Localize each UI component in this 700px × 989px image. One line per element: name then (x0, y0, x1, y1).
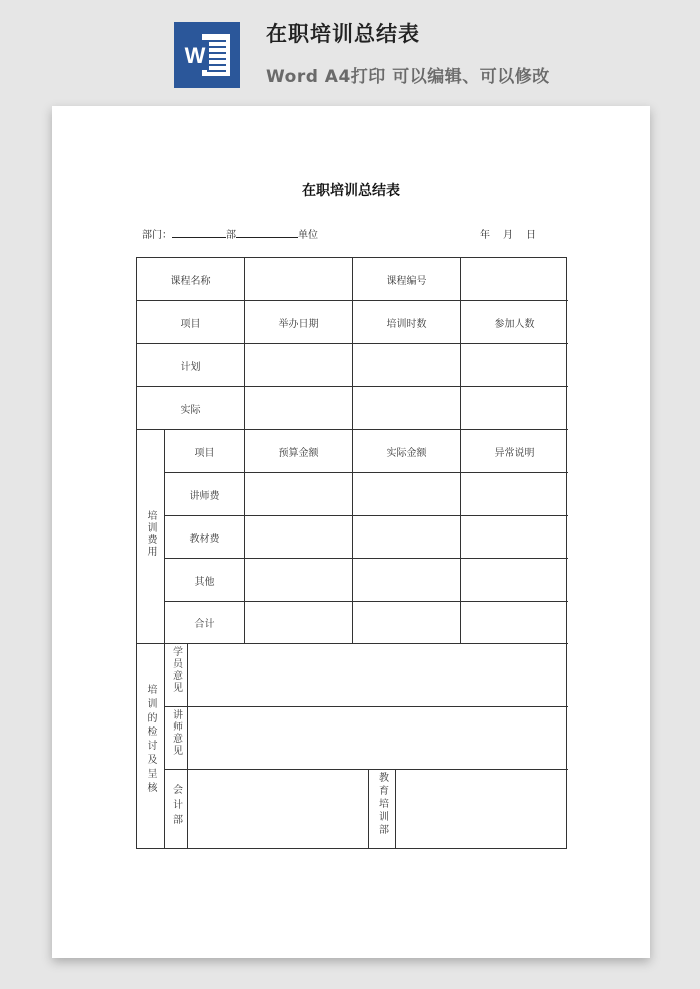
accounting-dept-field[interactable] (188, 770, 369, 848)
total-actual-field[interactable] (353, 602, 461, 644)
lecturer-opinion-label (165, 707, 188, 770)
trainee-opinion-label (165, 644, 188, 707)
department-line (142, 226, 318, 241)
lecturer-opinion-text: 讲师意见 (170, 709, 182, 757)
word-icon-letter: W (184, 43, 206, 68)
document-page (52, 106, 650, 958)
lecturer-opinion-field[interactable] (188, 707, 568, 770)
materials-budget-field[interactable] (245, 516, 353, 559)
day-label: 日 (526, 230, 536, 241)
cost-header-note: 异常说明 (461, 430, 568, 473)
dept-mid-label: 部 (226, 230, 236, 241)
section-blank[interactable] (236, 228, 298, 238)
cost-header-actual: 实际金额 (353, 430, 461, 473)
training-summary-form (136, 257, 567, 849)
cost-item-other: 其他 (165, 559, 245, 602)
plan-label: 计划 (137, 344, 245, 387)
plan-hours-field[interactable] (353, 344, 461, 387)
course-name-label: 课程名称 (137, 258, 245, 301)
materials-note-field[interactable] (461, 516, 568, 559)
dept-unit-label: 单位 (298, 230, 318, 241)
actual-date-field[interactable] (245, 387, 353, 430)
cost-header-item: 项目 (165, 430, 245, 473)
course-no-field[interactable] (461, 258, 568, 301)
cost-section-label (137, 430, 165, 644)
course-name-field[interactable] (245, 258, 353, 301)
education-dept-text: 教育培训部 (376, 772, 388, 837)
actual-participants-field[interactable] (461, 387, 568, 430)
education-dept-label (369, 770, 396, 848)
cost-item-total: 合计 (165, 602, 245, 644)
header-subtitle: Word A4打印 可以编辑、可以修改 (266, 67, 550, 87)
materials-actual-field[interactable] (353, 516, 461, 559)
lecturer-budget-field[interactable] (245, 473, 353, 516)
trainee-opinion-text: 学员意见 (170, 646, 182, 694)
date-line (480, 226, 549, 241)
header-participants: 参加人数 (461, 301, 568, 344)
total-budget-field[interactable] (245, 602, 353, 644)
header-item: 项目 (137, 301, 245, 344)
total-note-field[interactable] (461, 602, 568, 644)
month-label: 月 (503, 230, 513, 241)
header-title: 在职培训总结表 (266, 22, 420, 46)
lecturer-actual-field[interactable] (353, 473, 461, 516)
cost-item-materials: 教材费 (165, 516, 245, 559)
plan-date-field[interactable] (245, 344, 353, 387)
trainee-opinion-field[interactable] (188, 644, 568, 707)
cost-item-lecturer: 讲师费 (165, 473, 245, 516)
word-document-icon (174, 22, 240, 88)
header-date: 举办日期 (245, 301, 353, 344)
accounting-dept-label (165, 770, 188, 848)
year-label: 年 (480, 230, 490, 241)
cost-section-text: 培训费用 (145, 510, 156, 558)
plan-participants-field[interactable] (461, 344, 568, 387)
other-note-field[interactable] (461, 559, 568, 602)
actual-hours-field[interactable] (353, 387, 461, 430)
header-hours: 培训时数 (353, 301, 461, 344)
review-section-label (137, 644, 165, 848)
cost-header-budget: 预算金额 (245, 430, 353, 473)
lecturer-note-field[interactable] (461, 473, 568, 516)
document-title: 在职培训总结表 (302, 183, 400, 199)
dept-label: 部门： (142, 230, 172, 241)
header (0, 0, 700, 100)
education-dept-field[interactable] (396, 770, 568, 848)
course-no-label: 课程编号 (353, 258, 461, 301)
dept-blank[interactable] (172, 228, 226, 238)
review-section-text: 培训的检讨及呈核 (145, 684, 156, 796)
other-budget-field[interactable] (245, 559, 353, 602)
other-actual-field[interactable] (353, 559, 461, 602)
actual-label: 实际 (137, 387, 245, 430)
accounting-dept-text: 会计部 (170, 784, 182, 829)
